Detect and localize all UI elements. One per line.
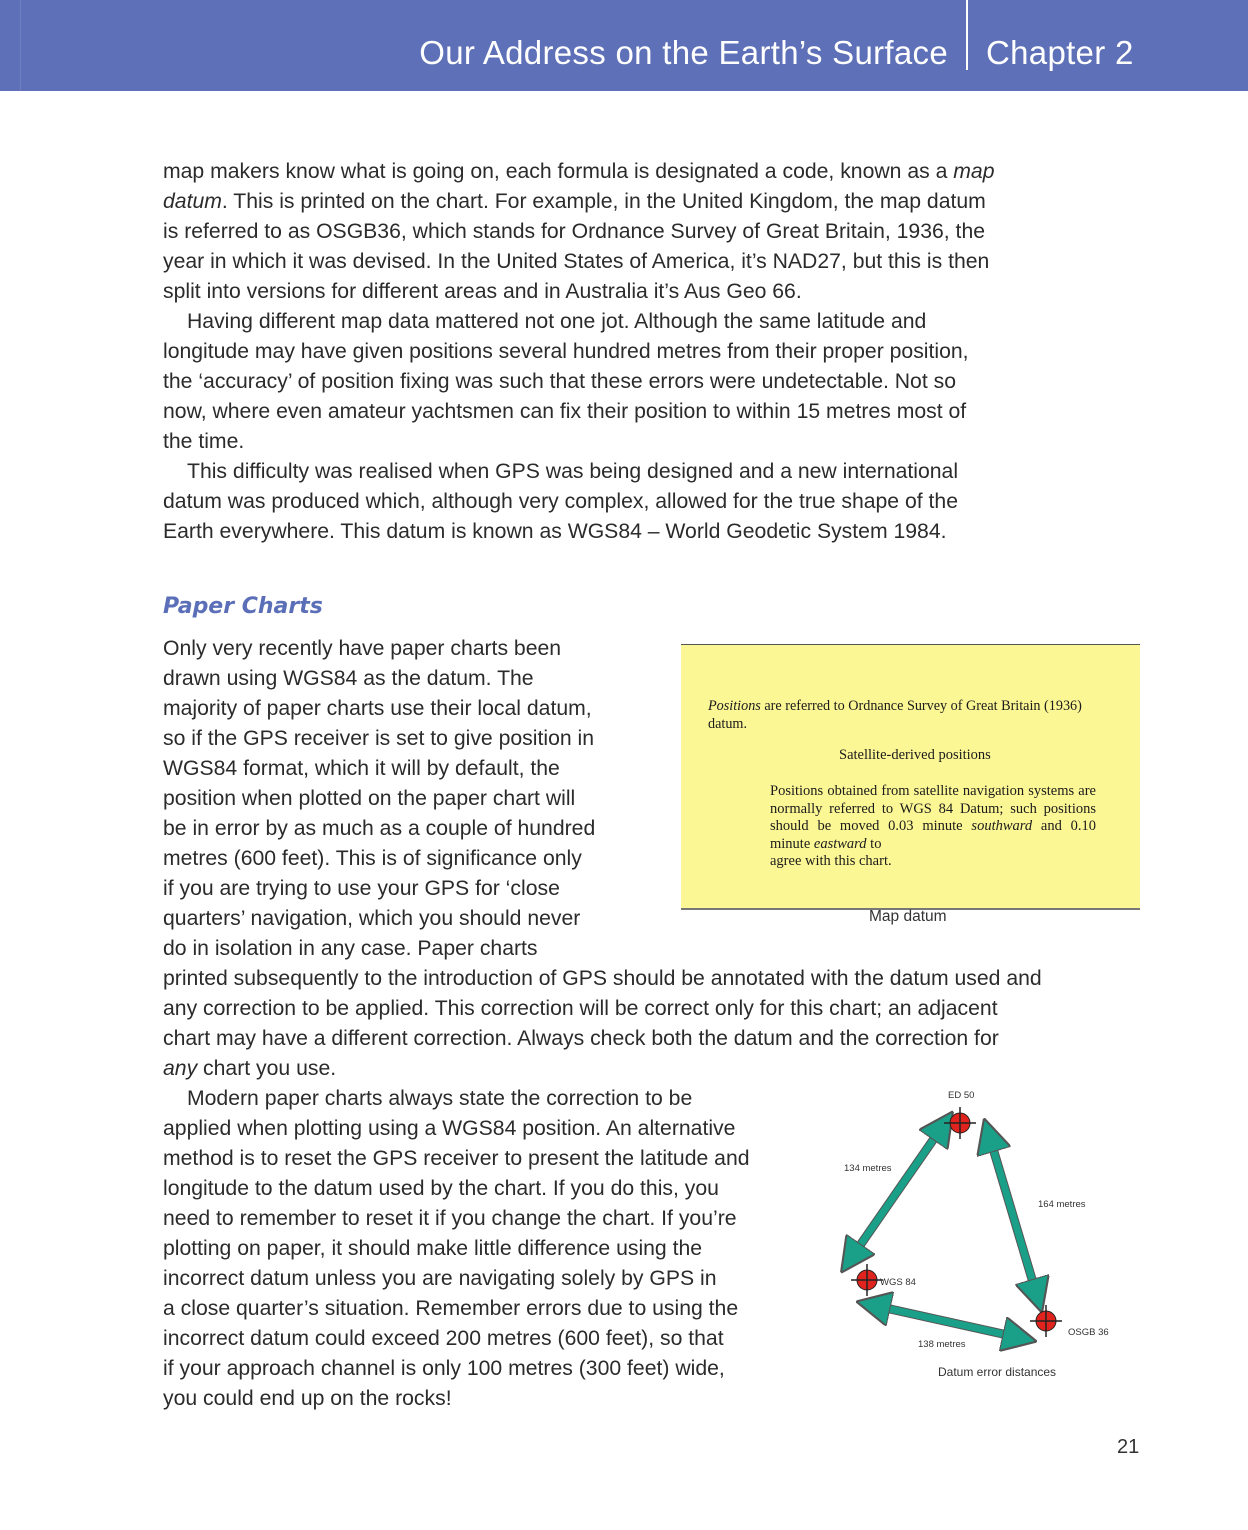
text-line: the ‘accuracy’ of position fixing was such that these errors were undetectable. Not so [163,370,956,393]
text-line: plotting on paper, it should make little difference using the [163,1237,703,1260]
text-line: do in isolation in any case. Paper charts [163,937,538,960]
text-line: position when plotted on the paper chart will [163,787,576,810]
text-line: Only very recently have paper charts been [163,637,562,660]
label-ed50: ED 50 [948,1090,975,1101]
map-datum-figure [681,644,1140,910]
text-line: you could end up on the rocks! [163,1387,452,1410]
text-line: Earth everywhere. This datum is known as WGS84 – World Geodetic System 1984. [163,520,947,543]
text-line: metres (600 feet). This is of significance only [163,847,582,870]
label-164-metres: 164 metres [1038,1199,1086,1210]
text-line: map makers know what is going on, each formula is designated a code, known as a map [163,160,995,183]
text-line: datum was produced which, although very complex, allowed for the true shape of the [163,490,958,513]
text-line: is referred to as OSGB36, which stands for Ordnance Survey of Great Britain, 1936, the [163,220,986,243]
section-heading: Paper Charts [163,594,323,619]
text-line: incorrect datum unless you are navigating solely by GPS in [163,1267,717,1290]
intro-text [163,157,994,547]
header-edge [20,0,21,91]
text-line: year in which it was devised. In the United States of America, it’s NAD27, but this is then [163,250,990,273]
text-line: majority of paper charts use their local datum, [163,697,592,720]
text-line: any chart you use. [163,1057,337,1080]
arrow-ed50-wgs84 [845,1117,949,1267]
text-line: the time. [163,430,245,453]
text-line: quarters’ navigation, which you should never [163,907,581,930]
chapter-title: Our Address on the Earth’s Surface [419,34,948,71]
figure-caption-datum-errors: Datum error distances [938,1365,1057,1379]
text-line: if you are trying to use your GPS for ‘close [163,877,560,900]
text-line: need to remember to reset it if you change the chart. If you’re [163,1207,737,1230]
marker-osgb36 [1030,1305,1062,1337]
text-line: any correction to be applied. This correction will be correct only for this chart; an adjacent [163,997,998,1020]
text-line: printed subsequently to the introduction of GPS should be annotated with the datum used and [163,967,1042,990]
datum-statement: Positions are referred to Ordnance Survey of Great Britain (1936) datum. [708,698,1082,732]
datum-error-diagram [830,1085,1130,1380]
text-line: longitude may have given positions several hundred metres from their proper position, [163,340,969,363]
text-line: datum. This is printed on the chart. For example, in the United Kingdom, the map datum [163,190,986,213]
figure-caption-map-datum: Map datum [869,908,947,925]
text-line: split into versions for different areas and in Australia it’s Aus Geo 66. [163,280,802,303]
text-line: be in error by as much as a couple of hundred [163,817,596,840]
text-line: if your approach channel is only 100 metres (300 feet) wide, [163,1357,725,1380]
text-line: This difficulty was realised when GPS was being designed and a new international [187,460,959,483]
text-line: so if the GPS receiver is set to give position in [163,727,595,750]
arrow-ed50-osgb36 [986,1125,1040,1306]
page-number: 21 [1117,1436,1140,1458]
text-line: chart may have a different correction. Always check both the datum and the correction for [163,1027,999,1050]
text-line: incorrect datum could exceed 200 metres (600 feet), so that [163,1327,724,1350]
marker-wgs84 [851,1264,883,1296]
arrow-wgs84-osgb36 [863,1303,1030,1340]
text-line: a close quarter’s situation. Remember errors due to using the [163,1297,739,1320]
text-line: longitude to the datum used by the chart. If you do this, you [163,1177,719,1200]
label-138-metres: 138 metres [918,1339,966,1350]
datum-subtitle: Satellite-derived positions [839,747,991,763]
text-line: Modern paper charts always state the correction to be [187,1087,693,1110]
text-line: drawn using WGS84 as the datum. The [163,667,534,690]
datum-body: Positions obtained from satellite navigation systems are normally referred to WGS 84 Datum; such positions should be moved 0.03 minute southward and 0.10 minute eastward to agree with this chart. [770,783,1097,869]
marker-ed50 [944,1107,976,1139]
text-line: Having different map data mattered not one jot. Although the same latitude and [187,310,927,333]
text-line: method is to reset the GPS receiver to present the latitude and [163,1147,750,1170]
header-divider [966,0,968,70]
label-osgb36: OSGB 36 [1068,1327,1109,1338]
text-line: now, where even amateur yachtsmen can fix their position to within 15 metres most of [163,400,967,423]
text-line: WGS84 format, which it will by default, the [163,757,560,780]
label-wgs84: WGS 84 [880,1277,916,1288]
chapter-number: Chapter 2 [986,34,1134,71]
text-line: applied when plotting using a WGS84 position. An alternative [163,1117,736,1140]
label-134-metres: 134 metres [844,1163,892,1174]
chapter-header [0,0,1248,91]
